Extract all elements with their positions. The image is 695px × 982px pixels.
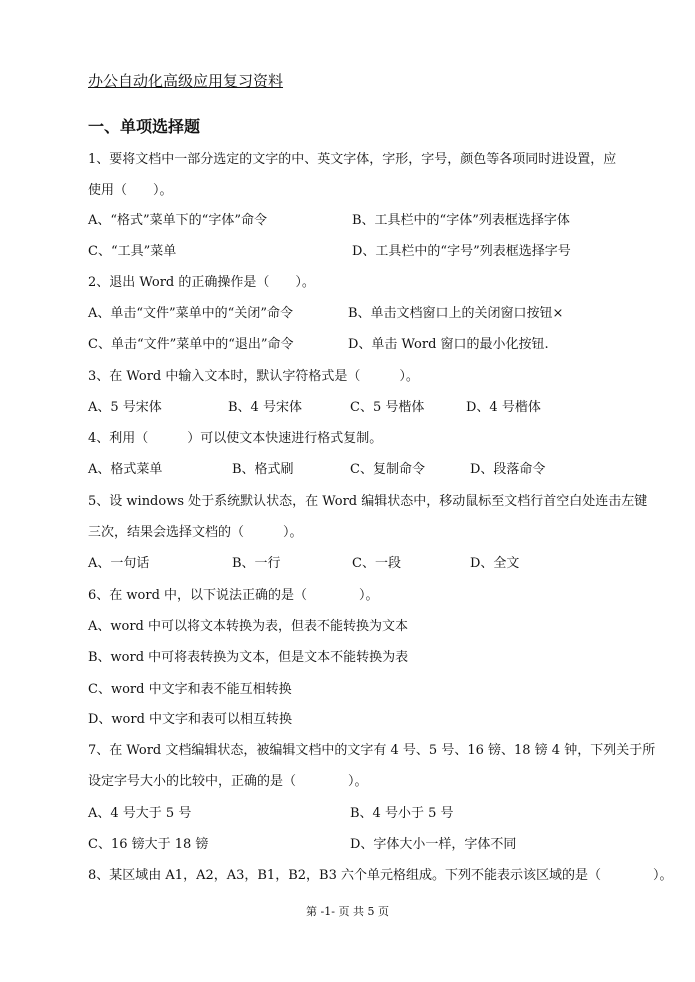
- answer-option: C、复制命令: [350, 462, 425, 477]
- document-title: 办公自动化高级应用复习资料: [88, 72, 284, 90]
- answer-option: B、工具栏中的“字体”列表框选择字体: [352, 213, 570, 228]
- answer-option: D、字体大小一样，字体不同: [350, 837, 517, 852]
- answer-option: C、一段: [352, 556, 401, 571]
- answer-option: B、4 号小于 5 号: [350, 806, 454, 821]
- answer-option: C、16 镑大于 18 镑: [88, 837, 209, 852]
- answer-option: A、“格式”菜单下的“字体”命令: [88, 213, 267, 228]
- text-line: 6、在 word 中，以下说法正确的是（ ）。: [88, 588, 379, 603]
- text-line: 2、退出 Word 的正确操作是（ ）。: [88, 275, 315, 290]
- answer-option: C、“工具”菜单: [88, 244, 177, 259]
- answer-option: A、5 号宋体: [88, 400, 162, 415]
- text-line: 8、某区域由 A1，A2，A3，B1，B2，B3 六个单元格组成。下列不能表示该区域的是（ ）。: [88, 868, 673, 883]
- answer-option: B、格式刷: [232, 462, 294, 477]
- text-line: B、word 中可将表转换为文本，但是文本不能转换为表: [88, 650, 409, 665]
- answer-option: A、单击“文件”菜单中的“关闭”命令: [88, 306, 293, 321]
- text-line: D、word 中文字和表可以相互转换: [88, 712, 293, 727]
- text-line: 使用（ ）。: [88, 183, 173, 198]
- text-line: 5、设 windows 处于系统默认状态，在 Word 编辑状态中，移动鼠标至文档行首空白处连击左键: [88, 494, 648, 509]
- text-line: C、word 中文字和表不能互相转换: [88, 682, 292, 697]
- answer-option: C、5 号楷体: [350, 400, 425, 415]
- text-line: 三次，结果会选择文档的（ ）。: [88, 525, 303, 540]
- answer-option: A、4 号大于 5 号: [88, 806, 192, 821]
- section-heading: 一、单项选择题: [88, 117, 201, 136]
- answer-option: D、4 号楷体: [466, 400, 541, 415]
- text-line: 4、利用（ ）可以使文本快速进行格式复制。: [88, 431, 383, 446]
- answer-option: D、单击 Word 窗口的最小化按钮.: [348, 337, 549, 352]
- answer-option: C、单击“文件”菜单中的“退出”命令: [88, 337, 294, 352]
- text-line: A、word 中可以将文本转换为表，但表不能转换为文本: [88, 619, 409, 634]
- page-footer: 第 -1- 页 共 5 页: [306, 905, 389, 918]
- answer-option: D、全文: [470, 556, 520, 571]
- text-line: 设定字号大小的比较中，正确的是（ ）。: [88, 774, 368, 789]
- answer-option: B、一行: [232, 556, 281, 571]
- answer-option: A、格式菜单: [88, 462, 163, 477]
- answer-option: D、工具栏中的“字号”列表框选择字号: [352, 244, 571, 259]
- text-line: 3、在 Word 中输入文本时，默认字符格式是（ ）。: [88, 369, 419, 384]
- answer-option: A、一句话: [88, 556, 150, 571]
- text-line: 1、要将文档中一部分选定的文字的中、英文字体，字形，字号，颜色等各项同时进设置，应: [88, 152, 617, 167]
- answer-option: B、单击文档窗口上的关闭窗口按钮×: [348, 306, 564, 321]
- answer-option: D、段落命令: [470, 462, 546, 477]
- text-line: 7、在 Word 文档编辑状态，被编辑文档中的文字有 4 号、5 号、16 镑、18 镑 4 钟，下列关于所: [88, 743, 656, 758]
- answer-option: B、4 号宋体: [228, 400, 302, 415]
